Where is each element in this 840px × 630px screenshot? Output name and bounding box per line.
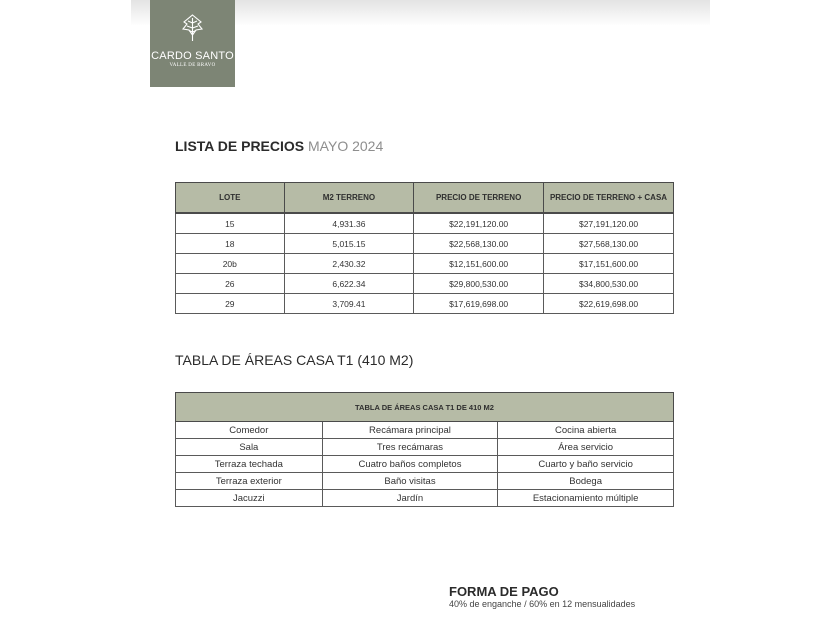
table-row (176, 274, 674, 294)
areas-table-header: TABLA DE ÁREAS CASA T1 DE 410 M2 (176, 393, 674, 422)
column-header-precio-terreno: PRECIO DE TERRENO (414, 183, 544, 214)
areas-title: TABLA DE ÁREAS CASA T1 (410 M2) (175, 352, 414, 368)
precio-casa-cell: $27,568,130.00 (544, 234, 674, 254)
precio-terreno-cell: $12,151,600.00 (414, 254, 544, 274)
area-cell: Cuarto y baño servicio (498, 456, 674, 473)
price-table (175, 182, 674, 314)
area-cell: Jacuzzi (176, 490, 323, 507)
lote-cell: 20b (176, 254, 285, 274)
price-list-title-date: MAYO 2024 (308, 138, 384, 154)
m2-cell: 2,430.32 (284, 254, 414, 274)
precio-terreno-cell: $17,619,698.00 (414, 294, 544, 314)
m2-cell: 5,015.15 (284, 234, 414, 254)
area-cell: Terraza exterior (176, 473, 323, 490)
payment-detail: 40% de enganche / 60% en 12 mensualidades (449, 599, 636, 609)
area-cell: Cocina abierta (498, 422, 674, 439)
document-page (131, 0, 710, 630)
precio-terreno-cell: $22,191,120.00 (414, 213, 544, 234)
column-header-precio-terreno-casa: PRECIO DE TERRENO + CASA (544, 183, 674, 214)
table-row (176, 490, 674, 507)
area-cell: Baño visitas (322, 473, 498, 490)
m2-cell: 3,709.41 (284, 294, 414, 314)
table-row (176, 234, 674, 254)
m2-cell: 6,622.34 (284, 274, 414, 294)
area-cell: Terraza techada (176, 456, 323, 473)
precio-casa-cell: $22,619,698.00 (544, 294, 674, 314)
areas-table (175, 392, 674, 507)
precio-terreno-cell: $29,800,530.00 (414, 274, 544, 294)
table-row (176, 254, 674, 274)
precio-terreno-cell: $22,568,130.00 (414, 234, 544, 254)
lote-cell: 18 (176, 234, 285, 254)
table-row (176, 294, 674, 314)
brand-logo (150, 0, 235, 87)
price-list-title (175, 138, 383, 154)
area-cell: Sala (176, 439, 323, 456)
lote-cell: 29 (176, 294, 285, 314)
precio-casa-cell: $27,191,120.00 (544, 213, 674, 234)
column-header-lote: LOTE (176, 183, 285, 214)
brand-subtitle: VALLE DE BRAVO (169, 63, 216, 68)
brand-name: CARDO SANTO (151, 50, 234, 62)
areas-table-header-row (176, 393, 674, 422)
table-row (176, 439, 674, 456)
area-cell: Recámara principal (322, 422, 498, 439)
price-table-header-row (176, 183, 674, 214)
area-cell: Estacionamiento múltiple (498, 490, 674, 507)
area-cell: Comedor (176, 422, 323, 439)
price-list-title-main: LISTA DE PRECIOS (175, 138, 305, 154)
column-header-m2-terreno: M2 TERRENO (284, 183, 414, 214)
area-cell: Área servicio (498, 439, 674, 456)
table-row (176, 473, 674, 490)
precio-casa-cell: $34,800,530.00 (544, 274, 674, 294)
table-row (176, 422, 674, 439)
table-row (176, 213, 674, 234)
precio-casa-cell: $17,151,600.00 (544, 254, 674, 274)
leaf-logo-icon (181, 14, 204, 42)
lote-cell: 15 (176, 213, 285, 234)
area-cell: Cuatro baños completos (322, 456, 498, 473)
area-cell: Bodega (498, 473, 674, 490)
payment-title: FORMA DE PAGO (449, 584, 559, 599)
m2-cell: 4,931.36 (284, 213, 414, 234)
area-cell: Tres recámaras (322, 439, 498, 456)
table-row (176, 456, 674, 473)
area-cell: Jardín (322, 490, 498, 507)
lote-cell: 26 (176, 274, 285, 294)
